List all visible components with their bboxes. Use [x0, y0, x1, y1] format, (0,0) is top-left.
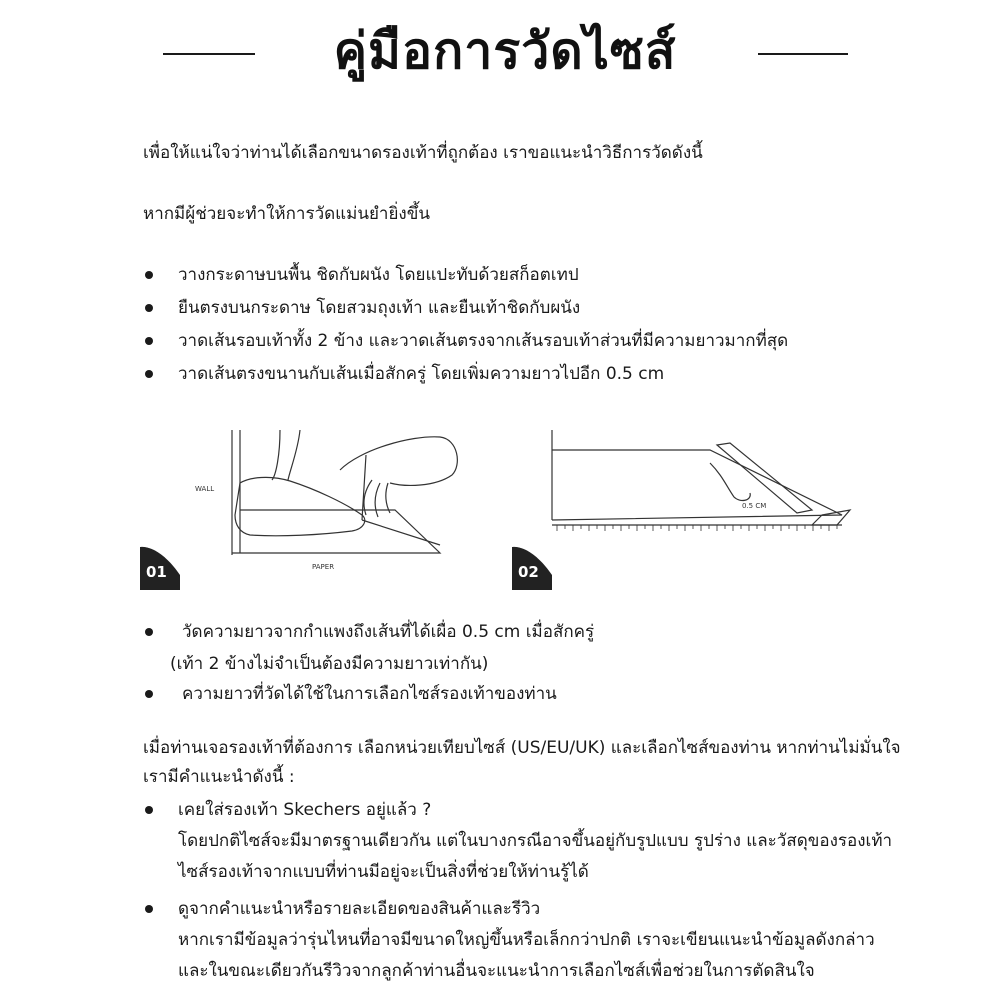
tip-line: ไซส์รองเท้าจากแบบที่ท่านมีอยู่จะเป็นสิ่งที่ช่วยให้ท่านรู้ได้ [178, 862, 589, 882]
step-badge-number: 01 [146, 563, 167, 581]
title-rule-right [758, 53, 848, 55]
tip-heading: ดูจากคำแนะนำหรือรายละเอียดของสินค้าและรีวิว [178, 899, 541, 919]
bullet [145, 337, 153, 345]
measure-label: 0.5 CM [742, 502, 767, 510]
tip-line: หากเรามีข้อมูลว่ารุ่นไหนที่อาจมีขนาดใหญ่ขึ้นหรือเล็กกว่าปกติ เราจะเขียนแนะนำข้อมูลดังกล่าว [178, 930, 875, 950]
tip-line: โดยปกติไซส์จะมีมาตรฐานเดียวกัน แต่ในบางกรณีอาจขึ้นอยู่กับรูปแบบ รูปร่าง และวัสดุของรองเท้า [178, 831, 893, 851]
intro-line-2: หากมีผู้ช่วยจะทำให้การวัดแม่นยำยิ่งขึ้น [143, 204, 430, 224]
wall-label: WALL [195, 485, 215, 493]
step-item: ยืนตรงบนกระดาษ โดยสวมถุงเท้า และยืนเท้าชิดกับผนัง [178, 298, 581, 318]
bullet [145, 905, 153, 913]
title-rule-left [163, 53, 255, 55]
step-item: วาดเส้นตรงขนานกับเส้นเมื่อสักครู่ โดยเพิ่มความยาวไปอีก 0.5 cm [178, 364, 665, 384]
bullet [145, 806, 153, 814]
bullet [145, 271, 153, 279]
tip-heading: เคยใส่รองเท้า Skechers อยู่แล้ว ? [178, 800, 432, 820]
tip-line: และในขณะเดียวกันรีวิวจากลูกค้าท่านอื่นจะแนะนำการเลือกไซส์เพื่อช่วยในการตัดสินใจ [178, 961, 815, 981]
paper-label: PAPER [312, 563, 335, 571]
illustration-measure-line [512, 425, 857, 590]
after-step-item: วัดความยาวจากกำแพงถึงเส้นที่ได้เผื่อ 0.5 cm เมื่อสักครู่ [182, 622, 595, 642]
bullet [145, 370, 153, 378]
advice-intro-line-1: เมื่อท่านเจอรองเท้าที่ต้องการ เลือกหน่วยเทียบไซส์ (US/EU/UK) และเลือกไซส์ของท่าน หากท่านไม่มั่นใจ [143, 738, 901, 758]
bullet [145, 304, 153, 312]
step-badge-number: 02 [518, 563, 539, 581]
page-title: คู่มือการวัดไซส์ [333, 22, 677, 80]
step-item: วางกระดาษบนพื้น ชิดกับผนัง โดยแปะทับด้วยสก็อตเทป [178, 265, 579, 285]
step-item: วาดเส้นรอบเท้าทั้ง 2 ข้าง และวาดเส้นตรงจากเส้นรอบเท้าส่วนที่มีความยาวมากที่สุด [178, 331, 789, 351]
after-step-item: ความยาวที่วัดได้ใช้ในการเลือกไซส์รองเท้าของท่าน [182, 684, 557, 704]
bullet [145, 628, 153, 636]
after-step-note: (เท้า 2 ข้างไม่จำเป็นต้องมีความยาวเท่ากัน) [170, 654, 489, 674]
intro-line-1: เพื่อให้แน่ใจว่าท่านได้เลือกขนาดรองเท้าที่ถูกต้อง เราขอแนะนำวิธีการวัดดังนี้ [143, 143, 703, 163]
illustration-foot-on-paper [140, 425, 480, 590]
title-row [0, 8, 1000, 88]
advice-intro-line-2: เรามีคำแนะนำดังนี้ : [143, 767, 295, 787]
bullet [145, 690, 153, 698]
